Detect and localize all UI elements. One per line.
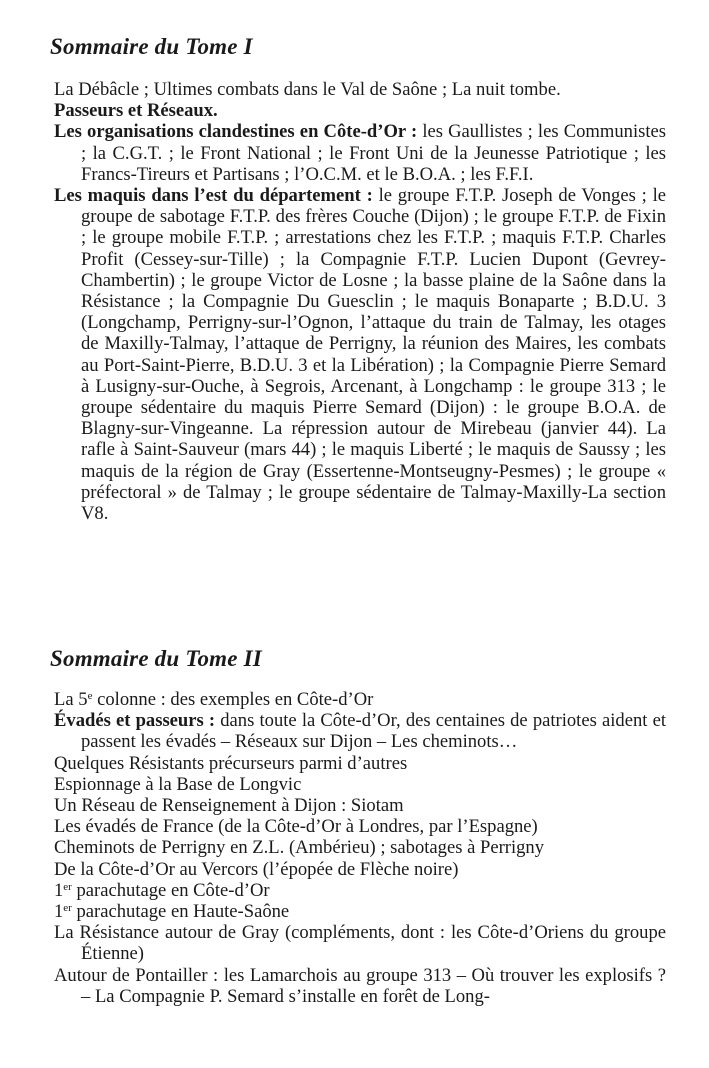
evades-text: dans toute la Côte-d’Or, des centaines de patriotes aident et passent les évadés – Réseaux sur Dijon – Les cheminots… <box>81 710 666 753</box>
parachutage2-superscript: er <box>63 902 72 915</box>
parachutage1-number: 1 <box>54 879 64 901</box>
tome2-entry-pontailler: Autour de Pontailler : les Lamarchois au groupe 313 – Où trouver les explosifs ? – La Compagnie P. Semard s’installe en forêt de Long- <box>54 964 666 1007</box>
maquis-text: le groupe F.T.P. Joseph de Vonges ; le groupe de sabotage F.T.P. des frères Couche (Dijon) ; le groupe F.T.P. de Fixin ; le groupe mobile F.T.P. ; arrestations chez les F.T.P. ; maquis F.T.P. Charles Profit (Cessey-sur-Tille) ; la Compagnie F.T.P. Lucien Dupont (Gevrey-Chambertin) ; le groupe Victor de Losne ; la basse plaine de la Saône dans la Résistance ; la Compagnie Du Guesclin ; le maquis Bonaparte ; B.D.U. 3 (Longchamp, Perrigny-sur-l’Ognon, l’attaque du train de Talmay, les otages de Maxilly-Talmay, l’attaque de Perrigny, la réunion des Maires, les combats au Port-Saint-Pierre, B.D.U. 3 et la Libération) ; la Compagnie Pierre Semard à Lusigny-sur-Ouche, à Segrois, Arcenant, à Longchamp : le groupe 313 ; le groupe sédentaire du maquis Pierre Semard (Dijon) : le groupe B.O.A. de Blagny-sur-Vingeanne. La répression autour de Mirebeau (janvier 44). La rafle à Saint-Sauveur (mars 44) ; le maquis Liberté ; le maquis de Saussy ; les maquis de la région de Gray (Essertenne-Montseugny-Pesmes) ; le groupe « préfectoral » de Talmay ; le groupe sédentaire de Talmay-Maxilly-La section V8. <box>81 185 666 525</box>
tome2-line-espionnage: Espionnage à la Base de Longvic <box>54 773 302 795</box>
tome2-heading: Sommaire du Tome II <box>50 646 262 671</box>
tome2-entry-evades <box>54 710 666 752</box>
tome2-line-cheminots: Cheminots de Perrigny en Z.L. (Ambérieu) ; sabotages à Perrigny <box>54 837 545 859</box>
tome1-entry-organisations <box>54 121 666 185</box>
tome2-entry-gray: La Résistance autour de Gray (compléments, dont : les Côte-d’Oriens du groupe Étienne) <box>54 922 666 965</box>
tome2-line-parachutage-haute-saone <box>54 901 666 922</box>
tome1-entry-maquis <box>54 185 666 524</box>
tome2-contents <box>54 689 666 1007</box>
tome2-line-parachutage-cote-dor <box>54 880 666 901</box>
tome2-line-siotam: Un Réseau de Renseignement à Dijon : Siotam <box>54 795 404 817</box>
tome2-line-precurseurs: Quelques Résistants précurseurs parmi d’autres <box>54 752 408 774</box>
parachutage2-number: 1 <box>54 901 64 923</box>
evades-lead: Évadés et passeurs : <box>54 710 216 732</box>
tome1-line-debacle: La Débâcle ; Ultimes combats dans le Val de Saône ; La nuit tombe. <box>54 79 561 100</box>
colonne-superscript: e <box>87 690 93 702</box>
tome1-contents <box>54 79 666 524</box>
maquis-lead: Les maquis dans l’est du département : <box>54 185 373 207</box>
tome2-line-vercors: De la Côte-d’Or au Vercors (l’épopée de Flèche noire) <box>54 858 459 880</box>
parachutage1-text: parachutage en Côte-d’Or <box>71 879 270 901</box>
tome1-line-passeurs: Passeurs et Réseaux. <box>54 100 218 122</box>
organisations-text: les Gaullistes ; les Communistes ; la C.G.T. ; le Front National ; le Front Uni de la Jeunesse Patriotique ; les Francs-Tireurs et Partisans ; l’O.C.M. et le B.O.A. ; les F.F.I. <box>81 121 667 185</box>
colonne-text: colonne : des exemples en Côte-d’Or <box>92 689 374 710</box>
tome2-line-evades-france: Les évadés de France (de la Côte-d’Or à Londres, par l’Espagne) <box>54 816 538 838</box>
tome1-heading: Sommaire du Tome I <box>50 34 253 59</box>
parachutage1-superscript: er <box>63 880 72 893</box>
tome2-line-colonne <box>54 689 666 710</box>
parachutage2-text: parachutage en Haute-Saône <box>71 901 290 923</box>
organisations-lead: Les organisations clandestines en Côte-d’Or : <box>54 121 418 143</box>
colonne-number: La 5 <box>54 689 88 710</box>
